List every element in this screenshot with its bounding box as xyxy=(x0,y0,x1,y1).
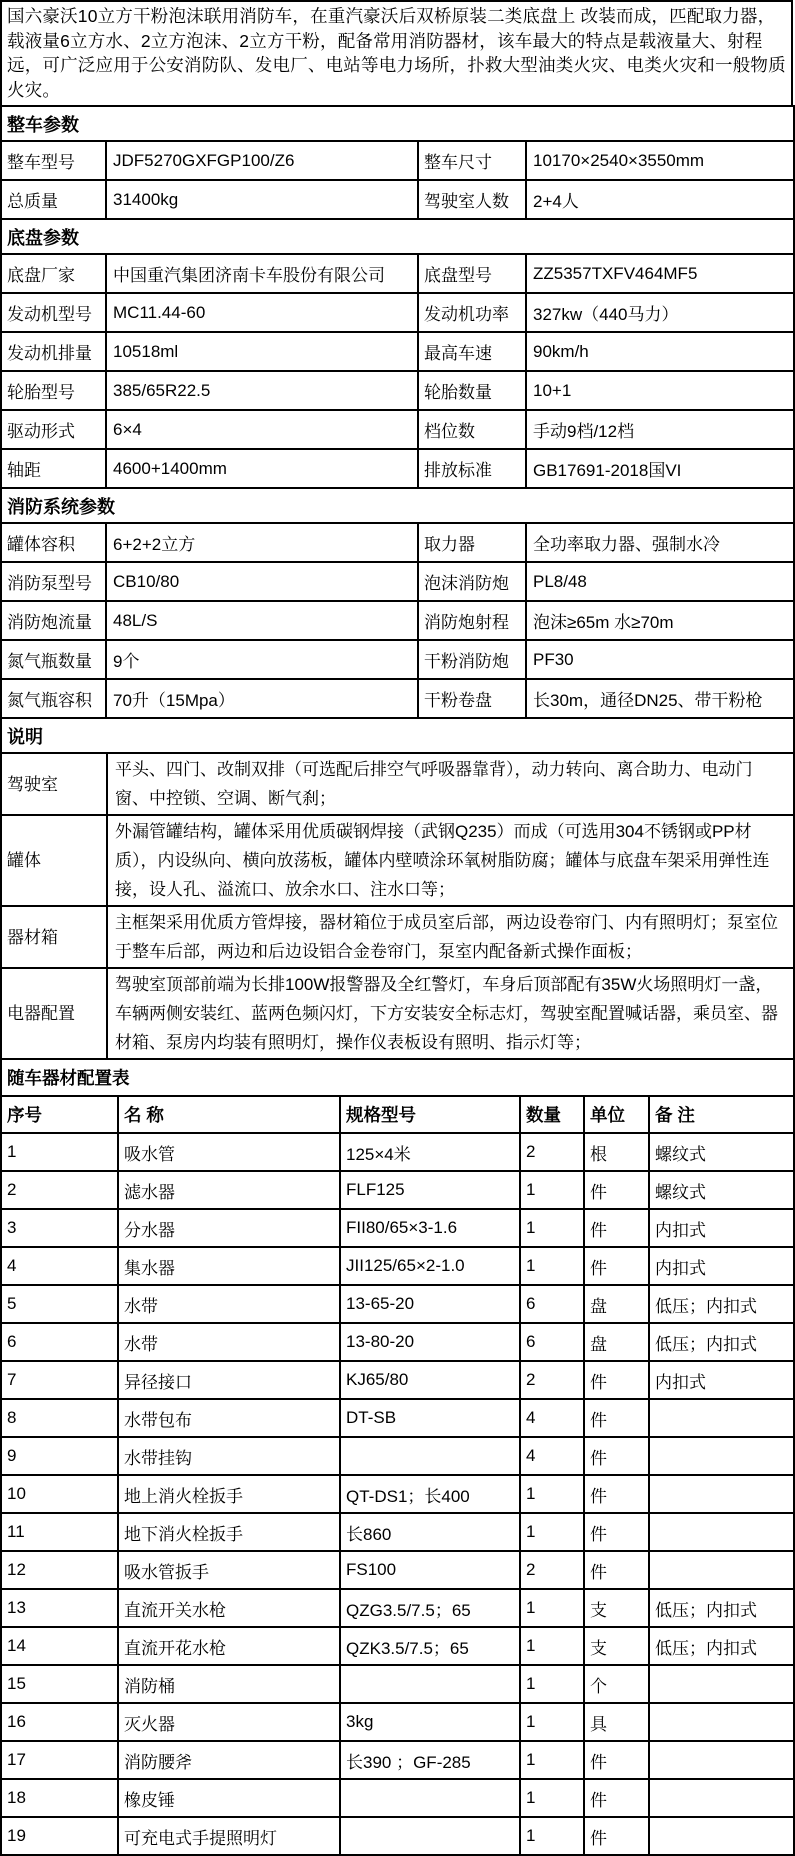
spec-label: 氮气瓶容积 xyxy=(1,679,106,718)
intro-paragraph: 国六豪沃10立方干粉泡沫联用消防车，在重汽豪沃后双桥原装二类底盘上 改装而成，匹配取力器，载液量6立方水、2立方泡沫、2立方干粉，配备常用消防器材，该车最大的特点是载液量大、射程远，可广泛应用于公安消防队、发电厂、电站等电力场所，扑救大型油类火灾、电类火灾和一般物质火灾。 xyxy=(0,0,793,107)
spec-label: 发动机型号 xyxy=(1,293,106,332)
table-row xyxy=(1,1323,794,1361)
spec-label: 轮胎数量 xyxy=(418,371,526,410)
spec-value: 4600+1400mm xyxy=(106,449,418,488)
table-row xyxy=(1,1703,794,1741)
vehicle-params-body xyxy=(1,141,794,219)
col-header-unit: 单位 xyxy=(584,1096,649,1133)
cell-index: 10 xyxy=(1,1475,118,1513)
cell-index: 5 xyxy=(1,1285,118,1323)
spec-value: 48L/S xyxy=(106,601,418,640)
cell-name: 可充电式手提照明灯 xyxy=(118,1817,340,1855)
fire-system-params-body xyxy=(1,523,794,718)
note-label: 电器配置 xyxy=(1,968,107,1059)
spec-label: 整车型号 xyxy=(1,141,106,180)
spec-label: 取力器 xyxy=(418,523,526,562)
note-label: 驾驶室 xyxy=(1,753,107,815)
notes-body xyxy=(1,753,794,1059)
spec-value: 31400kg xyxy=(106,180,418,219)
note-row xyxy=(1,906,794,968)
spec-label: 总质量 xyxy=(1,180,106,219)
cell-index: 6 xyxy=(1,1323,118,1361)
table-row xyxy=(1,1779,794,1817)
table-row xyxy=(1,1247,794,1285)
spec-value: 9个 xyxy=(106,640,418,679)
cell-model: FS100 xyxy=(340,1551,520,1589)
notes-table xyxy=(0,717,795,1060)
spec-label: 轴距 xyxy=(1,449,106,488)
note-text: 主框架采用优质方管焊接，器材箱位于成员室后部，两边设卷帘门、内有照明灯；泵室位于整车后部，两边和后边设铝合金卷帘门，泵室内配备新式操作面板； xyxy=(107,906,794,968)
spec-label: 整车尺寸 xyxy=(418,141,526,180)
spec-row xyxy=(1,180,794,219)
cell-name: 滤水器 xyxy=(118,1171,340,1209)
section-header-row xyxy=(1,106,794,141)
cell-unit: 件 xyxy=(584,1361,649,1399)
cell-index: 14 xyxy=(1,1627,118,1665)
chassis-params-body xyxy=(1,254,794,488)
spec-label: 泡沫消防炮 xyxy=(418,562,526,601)
cell-model: 3kg xyxy=(340,1703,520,1741)
table-row xyxy=(1,1171,794,1209)
spec-value: 70升（15Mpa） xyxy=(106,679,418,718)
table-row xyxy=(1,1551,794,1589)
cell-unit: 具 xyxy=(584,1703,649,1741)
spec-row xyxy=(1,371,794,410)
cell-remark xyxy=(649,1779,794,1817)
cell-unit: 件 xyxy=(584,1399,649,1437)
spec-value: 90km/h xyxy=(526,332,794,371)
spec-row xyxy=(1,640,794,679)
table-row xyxy=(1,1741,794,1779)
cell-remark xyxy=(649,1437,794,1475)
cell-qty: 4 xyxy=(520,1399,584,1437)
spec-label: 底盘厂家 xyxy=(1,254,106,293)
cell-model xyxy=(340,1437,520,1475)
chassis-params-table xyxy=(0,218,795,489)
vehicle-params-table xyxy=(0,105,795,220)
cell-model: 长390 ；GF-285 xyxy=(340,1741,520,1779)
cell-qty: 1 xyxy=(520,1779,584,1817)
spec-value: 全功率取力器、强制水冷 xyxy=(526,523,794,562)
section-title-equipment: 随车器材配置表 xyxy=(1,1059,794,1096)
cell-name: 橡皮锤 xyxy=(118,1779,340,1817)
cell-qty: 1 xyxy=(520,1475,584,1513)
cell-unit: 根 xyxy=(584,1133,649,1171)
cell-name: 地上消火栓扳手 xyxy=(118,1475,340,1513)
cell-name: 地下消火栓扳手 xyxy=(118,1513,340,1551)
spec-value: ZZ5357TXFV464MF5 xyxy=(526,254,794,293)
cell-remark xyxy=(649,1399,794,1437)
cell-index: 15 xyxy=(1,1665,118,1703)
cell-index: 8 xyxy=(1,1399,118,1437)
spec-label: 底盘型号 xyxy=(418,254,526,293)
cell-qty: 1 xyxy=(520,1589,584,1627)
col-header-name: 名 称 xyxy=(118,1096,340,1133)
cell-name: 消防桶 xyxy=(118,1665,340,1703)
cell-index: 13 xyxy=(1,1589,118,1627)
cell-qty: 6 xyxy=(520,1323,584,1361)
cell-unit: 件 xyxy=(584,1437,649,1475)
cell-unit: 支 xyxy=(584,1627,649,1665)
spec-label: 氮气瓶数量 xyxy=(1,640,106,679)
cell-remark: 螺纹式 xyxy=(649,1171,794,1209)
spec-value: 中国重汽集团济南卡车股份有限公司 xyxy=(106,254,418,293)
spec-row xyxy=(1,141,794,180)
spec-row xyxy=(1,332,794,371)
cell-qty: 1 xyxy=(520,1171,584,1209)
spec-label: 排放标准 xyxy=(418,449,526,488)
cell-unit: 件 xyxy=(584,1817,649,1855)
spec-value: PL8/48 xyxy=(526,562,794,601)
cell-name: 水带挂钩 xyxy=(118,1437,340,1475)
cell-unit: 件 xyxy=(584,1513,649,1551)
spec-label: 轮胎型号 xyxy=(1,371,106,410)
note-row xyxy=(1,968,794,1059)
cell-unit: 盘 xyxy=(584,1285,649,1323)
cell-index: 1 xyxy=(1,1133,118,1171)
cell-unit: 件 xyxy=(584,1247,649,1285)
cell-unit: 件 xyxy=(584,1741,649,1779)
cell-remark xyxy=(649,1741,794,1779)
spec-label: 驾驶室人数 xyxy=(418,180,526,219)
section-title-notes: 说明 xyxy=(1,718,794,753)
cell-remark: 低压；内扣式 xyxy=(649,1627,794,1665)
cell-remark xyxy=(649,1475,794,1513)
section-title-chassis: 底盘参数 xyxy=(1,219,794,254)
table-row xyxy=(1,1513,794,1551)
cell-qty: 1 xyxy=(520,1209,584,1247)
spec-row xyxy=(1,293,794,332)
spec-value: 327kw（440马力） xyxy=(526,293,794,332)
table-row xyxy=(1,1285,794,1323)
cell-model xyxy=(340,1665,520,1703)
note-text: 外漏管罐结构，罐体采用优质碳钢焊接（武钢Q235）而成（可选用304不锈钢或PP材质），内设纵向、横向放荡板，罐体内壁喷涂环氧树脂防腐；罐体与底盘车架采用弹性连接，设人孔、溢流口、放余水口、注水口等； xyxy=(107,815,794,906)
section-header-row xyxy=(1,488,794,523)
spec-row xyxy=(1,601,794,640)
cell-name: 水带包布 xyxy=(118,1399,340,1437)
cell-name: 水带 xyxy=(118,1285,340,1323)
cell-model: 长860 xyxy=(340,1513,520,1551)
spec-label: 罐体容积 xyxy=(1,523,106,562)
cell-index: 7 xyxy=(1,1361,118,1399)
spec-value: GB17691-2018国VI xyxy=(526,449,794,488)
cell-name: 吸水管 xyxy=(118,1133,340,1171)
table-row xyxy=(1,1817,794,1855)
cell-remark: 内扣式 xyxy=(649,1247,794,1285)
table-row xyxy=(1,1133,794,1171)
spec-row xyxy=(1,523,794,562)
table-row xyxy=(1,1589,794,1627)
cell-index: 9 xyxy=(1,1437,118,1475)
cell-model: QZK3.5/7.5；65 xyxy=(340,1627,520,1665)
cell-qty: 6 xyxy=(520,1285,584,1323)
table-row xyxy=(1,1475,794,1513)
spec-value: 长30m，通径DN25、带干粉枪 xyxy=(526,679,794,718)
cell-unit: 件 xyxy=(584,1209,649,1247)
spec-value: 385/65R22.5 xyxy=(106,371,418,410)
cell-index: 16 xyxy=(1,1703,118,1741)
cell-remark: 螺纹式 xyxy=(649,1133,794,1171)
table-row xyxy=(1,1627,794,1665)
cell-index: 11 xyxy=(1,1513,118,1551)
equipment-table xyxy=(0,1058,795,1856)
cell-model: KJ65/80 xyxy=(340,1361,520,1399)
spec-label: 档位数 xyxy=(418,410,526,449)
cell-qty: 4 xyxy=(520,1437,584,1475)
spec-label: 消防泵型号 xyxy=(1,562,106,601)
spec-row xyxy=(1,410,794,449)
cell-qty: 1 xyxy=(520,1513,584,1551)
cell-unit: 件 xyxy=(584,1475,649,1513)
section-header-row xyxy=(1,219,794,254)
cell-remark: 低压；内扣式 xyxy=(649,1589,794,1627)
cell-qty: 1 xyxy=(520,1741,584,1779)
cell-index: 3 xyxy=(1,1209,118,1247)
cell-remark: 内扣式 xyxy=(649,1209,794,1247)
table-row xyxy=(1,1209,794,1247)
cell-model: DT-SB xyxy=(340,1399,520,1437)
note-text: 平头、四门、改制双排（可选配后排空气呼吸器靠背），动力转向、离合助力、电动门窗、中控锁、空调、断气刹； xyxy=(107,753,794,815)
cell-model: JII125/65×2-1.0 xyxy=(340,1247,520,1285)
section-title-fire-system: 消防系统参数 xyxy=(1,488,794,523)
cell-index: 19 xyxy=(1,1817,118,1855)
spec-value: 手动9档/12档 xyxy=(526,410,794,449)
cell-model xyxy=(340,1779,520,1817)
cell-remark xyxy=(649,1551,794,1589)
cell-remark: 低压；内扣式 xyxy=(649,1285,794,1323)
cell-qty: 2 xyxy=(520,1551,584,1589)
cell-qty: 2 xyxy=(520,1361,584,1399)
cell-remark: 内扣式 xyxy=(649,1361,794,1399)
cell-model: 125×4米 xyxy=(340,1133,520,1171)
spec-value: 10170×2540×3550mm xyxy=(526,141,794,180)
spec-value: PF30 xyxy=(526,640,794,679)
spec-label: 最高车速 xyxy=(418,332,526,371)
spec-label: 发动机排量 xyxy=(1,332,106,371)
cell-name: 吸水管扳手 xyxy=(118,1551,340,1589)
table-row xyxy=(1,1437,794,1475)
cell-model: FII80/65×3-1.6 xyxy=(340,1209,520,1247)
cell-index: 4 xyxy=(1,1247,118,1285)
cell-index: 2 xyxy=(1,1171,118,1209)
spec-label: 干粉卷盘 xyxy=(418,679,526,718)
cell-unit: 盘 xyxy=(584,1323,649,1361)
col-header-index: 序号 xyxy=(1,1096,118,1133)
spec-label: 消防炮射程 xyxy=(418,601,526,640)
spec-value: 2+4人 xyxy=(526,180,794,219)
cell-remark xyxy=(649,1513,794,1551)
table-row xyxy=(1,1665,794,1703)
spec-value: 6×4 xyxy=(106,410,418,449)
cell-model: FLF125 xyxy=(340,1171,520,1209)
col-header-remark: 备 注 xyxy=(649,1096,794,1133)
cell-name: 消防腰斧 xyxy=(118,1741,340,1779)
spec-row xyxy=(1,679,794,718)
spec-value: 6+2+2立方 xyxy=(106,523,418,562)
cell-name: 直流开花水枪 xyxy=(118,1627,340,1665)
cell-qty: 1 xyxy=(520,1665,584,1703)
table-row xyxy=(1,1399,794,1437)
note-label: 罐体 xyxy=(1,815,107,906)
cell-qty: 1 xyxy=(520,1703,584,1741)
note-label: 器材箱 xyxy=(1,906,107,968)
spec-label: 干粉消防炮 xyxy=(418,640,526,679)
section-title-vehicle: 整车参数 xyxy=(1,106,794,141)
spec-label: 发动机功率 xyxy=(418,293,526,332)
spec-label: 消防炮流量 xyxy=(1,601,106,640)
cell-name: 异径接口 xyxy=(118,1361,340,1399)
cell-unit: 个 xyxy=(584,1665,649,1703)
spec-row xyxy=(1,562,794,601)
cell-unit: 件 xyxy=(584,1779,649,1817)
col-header-qty: 数量 xyxy=(520,1096,584,1133)
fire-system-params-table xyxy=(0,487,795,719)
cell-name: 直流开关水枪 xyxy=(118,1589,340,1627)
spec-value: 10518ml xyxy=(106,332,418,371)
cell-unit: 支 xyxy=(584,1589,649,1627)
cell-model xyxy=(340,1817,520,1855)
cell-unit: 件 xyxy=(584,1551,649,1589)
spec-row xyxy=(1,254,794,293)
table-row xyxy=(1,1361,794,1399)
spec-value: 10+1 xyxy=(526,371,794,410)
col-header-model: 规格型号 xyxy=(340,1096,520,1133)
equipment-header-row xyxy=(1,1096,794,1133)
note-row xyxy=(1,815,794,906)
cell-name: 集水器 xyxy=(118,1247,340,1285)
cell-qty: 1 xyxy=(520,1817,584,1855)
cell-remark xyxy=(649,1817,794,1855)
cell-qty: 2 xyxy=(520,1133,584,1171)
cell-unit: 件 xyxy=(584,1171,649,1209)
note-row xyxy=(1,753,794,815)
cell-model: 13-65-20 xyxy=(340,1285,520,1323)
spec-value: MC11.44-60 xyxy=(106,293,418,332)
equipment-body xyxy=(1,1133,794,1855)
spec-label: 驱动形式 xyxy=(1,410,106,449)
spec-value: 泡沫≥65m 水≥70m xyxy=(526,601,794,640)
section-header-row xyxy=(1,1059,794,1096)
section-header-row xyxy=(1,718,794,753)
cell-qty: 1 xyxy=(520,1627,584,1665)
cell-index: 17 xyxy=(1,1741,118,1779)
spec-row xyxy=(1,449,794,488)
cell-name: 灭火器 xyxy=(118,1703,340,1741)
cell-qty: 1 xyxy=(520,1247,584,1285)
cell-model: QT-DS1；长400 xyxy=(340,1475,520,1513)
cell-model: 13-80-20 xyxy=(340,1323,520,1361)
cell-index: 18 xyxy=(1,1779,118,1817)
cell-name: 分水器 xyxy=(118,1209,340,1247)
cell-index: 12 xyxy=(1,1551,118,1589)
cell-remark: 低压；内扣式 xyxy=(649,1323,794,1361)
cell-name: 水带 xyxy=(118,1323,340,1361)
note-text: 驾驶室顶部前端为长排100W报警器及全红警灯，车身后顶部配有35W火场照明灯一盏，车辆两侧安装红、蓝两色频闪灯，下方安装安全标志灯，驾驶室配置喊话器，乘员室、器材箱、泵房内均装有照明灯，操作仪表板设有照明、指示灯等； xyxy=(107,968,794,1059)
spec-value: CB10/80 xyxy=(106,562,418,601)
cell-remark xyxy=(649,1665,794,1703)
spec-value: JDF5270GXFGP100/Z6 xyxy=(106,141,418,180)
cell-remark xyxy=(649,1703,794,1741)
cell-model: QZG3.5/7.5；65 xyxy=(340,1589,520,1627)
